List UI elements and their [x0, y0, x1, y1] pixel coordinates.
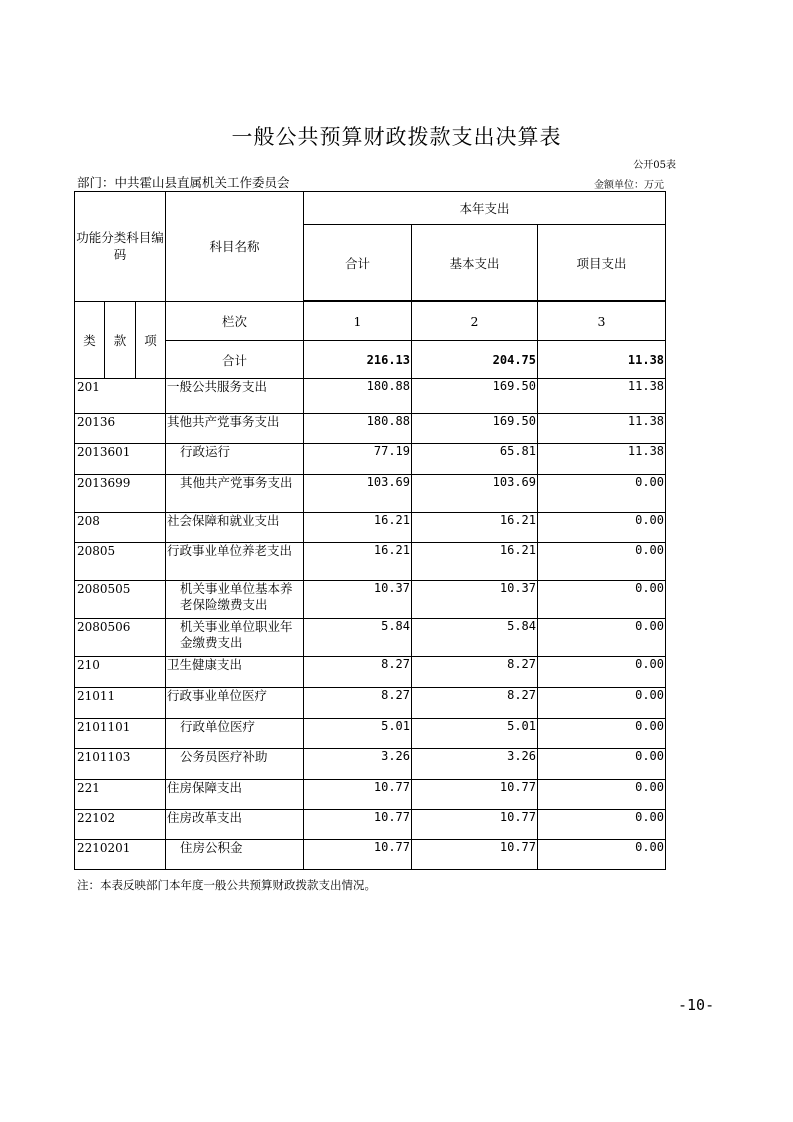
- row-project: 0.00: [538, 581, 666, 619]
- xiang-header: 项: [136, 302, 166, 379]
- table-row: [75, 840, 666, 870]
- row-project: 0.00: [538, 749, 666, 780]
- total-header: 合计: [304, 225, 412, 301]
- row-project: 0.00: [538, 840, 666, 870]
- row-total: 10.77: [304, 840, 412, 870]
- row-basic: 10.37: [412, 581, 538, 619]
- row-total: 180.88: [304, 414, 412, 444]
- row-name: 卫生健康支出: [166, 657, 304, 688]
- amount-unit-label: 金额单位：万元: [594, 180, 664, 191]
- row-project: 11.38: [538, 414, 666, 444]
- row-project: 11.38: [538, 444, 666, 475]
- expenditure-table: [74, 191, 666, 870]
- row-code: 2013601: [75, 444, 166, 475]
- row-name: 行政事业单位养老支出: [166, 543, 304, 581]
- row-code: 21011: [75, 688, 166, 719]
- row-basic: 65.81: [412, 444, 538, 475]
- table-note: 注：本表反映部门本年度一般公共预算财政拨款支出情况。: [77, 878, 376, 892]
- row-project: 0.00: [538, 780, 666, 810]
- row-name: 行政单位医疗: [166, 719, 304, 749]
- row-code: 2101103: [75, 749, 166, 780]
- row-name: 住房保障支出: [166, 780, 304, 810]
- col3-label: 3: [538, 302, 666, 341]
- row-basic: 169.50: [412, 379, 538, 414]
- row-name: 社会保障和就业支出: [166, 513, 304, 543]
- row-name: 住房公积金: [166, 840, 304, 870]
- row-project: 0.00: [538, 619, 666, 657]
- row-project: 0.00: [538, 513, 666, 543]
- department-label: 部门：中共霍山县直属机关工作委员会: [77, 175, 290, 190]
- table-row: [75, 780, 666, 810]
- table-row: [75, 619, 666, 657]
- row-code: 221: [75, 780, 166, 810]
- table-row: [75, 657, 666, 688]
- row-name: 行政运行: [166, 444, 304, 475]
- lei-header: 类: [75, 302, 105, 379]
- row-name: 其他共产党事务支出: [166, 414, 304, 444]
- totals-label: 合计: [166, 341, 304, 379]
- row-code: 2210201: [75, 840, 166, 870]
- table-row: [75, 414, 666, 444]
- form-number: 公开05表: [633, 160, 676, 171]
- row-basic: 10.77: [412, 810, 538, 840]
- row-name: 机关事业单位基本养老保险缴费支出: [166, 581, 304, 619]
- basic-header: 基本支出: [412, 225, 538, 301]
- row-code: 2101101: [75, 719, 166, 749]
- table-row: [75, 688, 666, 719]
- table-row: [75, 379, 666, 414]
- row-code: 2080506: [75, 619, 166, 657]
- kuan-header: 款: [105, 302, 136, 379]
- func-code-header: 功能分类科目编码: [75, 192, 166, 302]
- table-row: [75, 475, 666, 513]
- row-total: 10.77: [304, 780, 412, 810]
- row-code: 201: [75, 379, 166, 414]
- totals-basic: 204.75: [412, 341, 538, 379]
- table-row: [75, 543, 666, 581]
- table-row: [75, 581, 666, 619]
- row-project: 0.00: [538, 475, 666, 513]
- row-code: 210: [75, 657, 166, 688]
- row-code: 20136: [75, 414, 166, 444]
- row-project: 0.00: [538, 719, 666, 749]
- totals-project: 11.38: [538, 341, 666, 379]
- row-total: 3.26: [304, 749, 412, 780]
- table-row: [75, 719, 666, 749]
- row-basic: 169.50: [412, 414, 538, 444]
- page-title: 一般公共预算财政拨款支出决算表: [231, 125, 562, 149]
- table-row: [75, 749, 666, 780]
- row-basic: 5.84: [412, 619, 538, 657]
- row-project: 0.00: [538, 657, 666, 688]
- row-project: 11.38: [538, 379, 666, 414]
- row-basic: 8.27: [412, 657, 538, 688]
- row-total: 8.27: [304, 688, 412, 719]
- row-basic: 10.77: [412, 840, 538, 870]
- page-number: -10-: [678, 996, 715, 1014]
- row-project: 0.00: [538, 543, 666, 581]
- row-name: 行政事业单位医疗: [166, 688, 304, 719]
- row-code: 208: [75, 513, 166, 543]
- subject-name-header: 科目名称: [166, 192, 304, 302]
- col1-label: 1: [304, 302, 412, 341]
- row-basic: 103.69: [412, 475, 538, 513]
- row-total: 10.77: [304, 810, 412, 840]
- row-total: 16.21: [304, 543, 412, 581]
- table-row: [75, 513, 666, 543]
- row-basic: 16.21: [412, 543, 538, 581]
- project-header: 项目支出: [538, 225, 666, 301]
- row-basic: 16.21: [412, 513, 538, 543]
- current-year-header: 本年支出: [304, 192, 666, 225]
- row-basic: 8.27: [412, 688, 538, 719]
- row-total: 10.37: [304, 581, 412, 619]
- column-no-label: 栏次: [166, 302, 304, 341]
- row-project: 0.00: [538, 810, 666, 840]
- row-name: 公务员医疗补助: [166, 749, 304, 780]
- table-row: [75, 810, 666, 840]
- row-total: 77.19: [304, 444, 412, 475]
- col2-label: 2: [412, 302, 538, 341]
- row-name: 住房改革支出: [166, 810, 304, 840]
- row-code: 2080505: [75, 581, 166, 619]
- row-total: 180.88: [304, 379, 412, 414]
- totals-total: 216.13: [304, 341, 412, 379]
- row-total: 103.69: [304, 475, 412, 513]
- row-basic: 5.01: [412, 719, 538, 749]
- row-name: 一般公共服务支出: [166, 379, 304, 414]
- row-total: 16.21: [304, 513, 412, 543]
- row-code: 22102: [75, 810, 166, 840]
- row-name: 其他共产党事务支出: [166, 475, 304, 513]
- row-code: 20805: [75, 543, 166, 581]
- row-total: 8.27: [304, 657, 412, 688]
- row-total: 5.01: [304, 719, 412, 749]
- row-code: 2013699: [75, 475, 166, 513]
- row-total: 5.84: [304, 619, 412, 657]
- row-basic: 10.77: [412, 780, 538, 810]
- row-name: 机关事业单位职业年金缴费支出: [166, 619, 304, 657]
- table-row: [75, 444, 666, 475]
- row-project: 0.00: [538, 688, 666, 719]
- row-basic: 3.26: [412, 749, 538, 780]
